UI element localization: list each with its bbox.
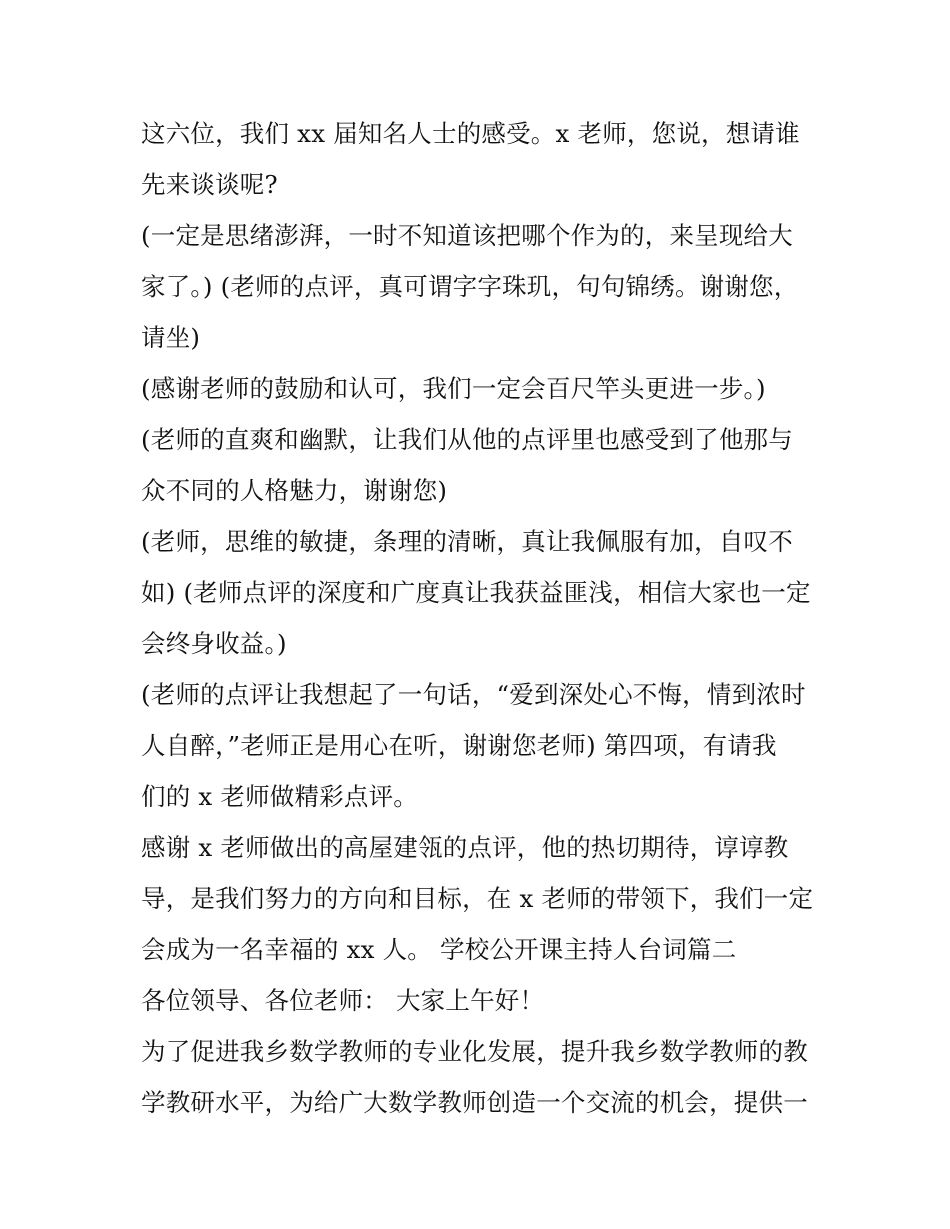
text-line: 人自醉，”老师正是用心在听，谢谢您老师) 第四项，有请我 [141, 731, 777, 760]
text-line: 这六位，我们 xx 届知名人士的感受。x 老师，您说，想请谁 [141, 119, 800, 148]
text-line: 众不同的人格魅力，谢谢您) [141, 476, 448, 505]
text-line: 感谢 x 老师做出的高屋建瓴的点评，他的热切期待，谆谆教 [141, 833, 789, 862]
text-line: 家了。) (老师的点评，真可谓字字珠玑，句句锦绣。谢谢您， [141, 272, 799, 301]
text-line: 们的 x 老师做精彩点评。 [141, 782, 418, 811]
text-line: (老师的点评让我想起了一句话，“爱到深处心不悔，情到浓时 [141, 680, 806, 709]
text-line: (一定是思绪澎湃，一时不知道该把哪个作为的，来呈现给大 [141, 221, 793, 250]
body-text [141, 108, 817, 1128]
text-line: (老师的直爽和幽默，让我们从他的点评里也感受到了他那与 [141, 425, 793, 454]
text-line: 为了促进我乡数学教师的专业化发展，提升我乡数学教师的教 [141, 1037, 808, 1066]
text-line: 会成为一名幸福的 xx 人。 学校公开课主持人台词篇二 [141, 935, 737, 964]
text-line: 先来谈谈呢? [141, 170, 278, 199]
text-line: (感谢老师的鼓励和认可，我们一定会百尺竿头更进一步。) [141, 374, 766, 403]
text-line: 会终身收益。) [141, 629, 287, 658]
text-line: 导，是我们努力的方向和目标，在 x 老师的带领下，我们一定 [141, 884, 814, 913]
text-line: 各位领导、各位老师： 大家上午好！ [141, 986, 545, 1015]
text-line: 请坐) [141, 323, 201, 352]
text-line: 如) (老师点评的深度和广度真让我获益匪浅，相信大家也一定 [141, 578, 811, 607]
text-line: (老师，思维的敏捷，条理的清晰，真让我佩服有加，自叹不 [141, 527, 793, 556]
text-line: 学教研水平，为给广大数学教师创造一个交流的机会，提供一 [141, 1088, 808, 1117]
